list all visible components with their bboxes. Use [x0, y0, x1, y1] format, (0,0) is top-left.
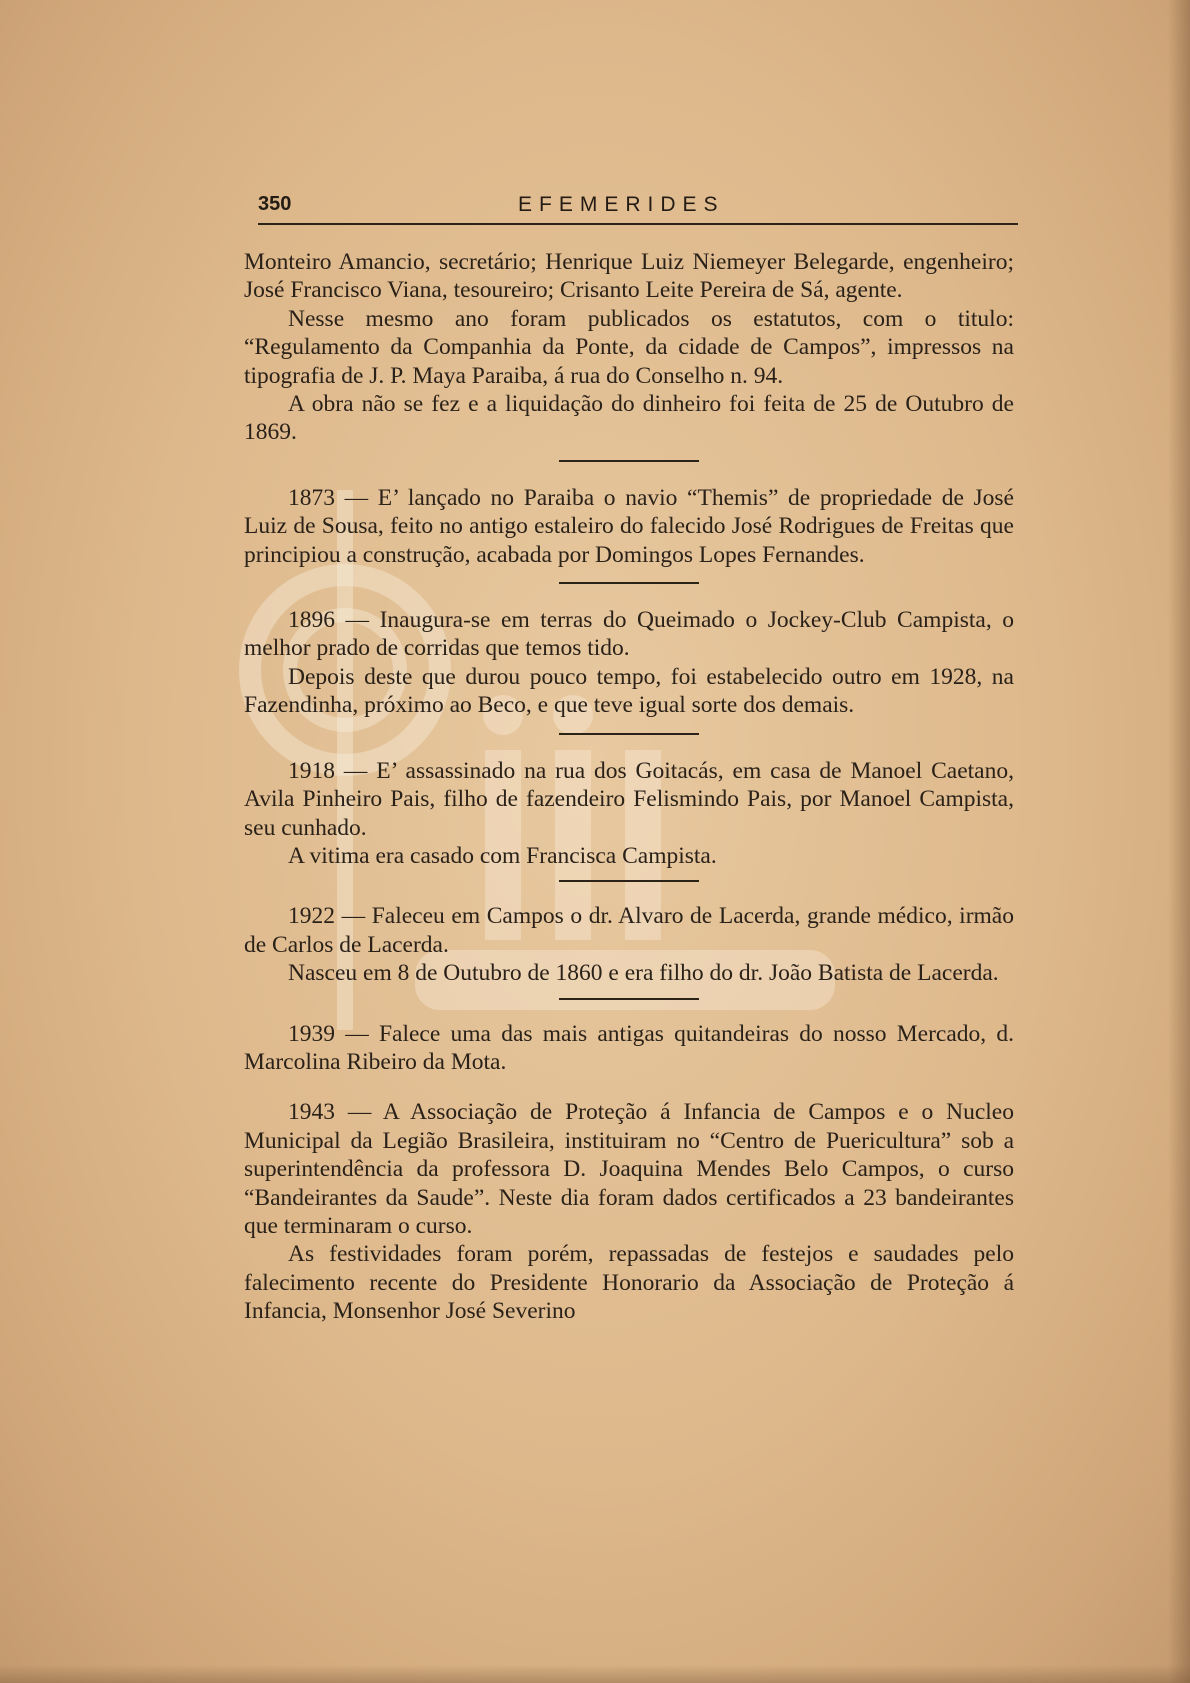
entry-1922-continued: Nasceu em 8 de Outubro de 1860 e era filho do dr. João Batista de Lacerda. [288, 960, 999, 987]
entry-1918-continued: A vitima era casado com Francisca Campista. [288, 842, 717, 869]
section-divider [559, 733, 699, 735]
entry-1922: 1922 — Faleceu em Campos o dr. Alvaro de Lacerda, grande médico, irmão de Carlos de Lacerda. [244, 903, 1014, 958]
entry-1896-continued: Depois deste que durou pouco tempo, foi estabelecido outro em 1928, na Fazendinha, próximo ao Beco, e que teve igual sorte dos demais. [244, 663, 1014, 719]
page-number: 350 [258, 193, 292, 215]
section-divider [559, 582, 699, 584]
paragraph-continued: Monteiro Amancio, secretário; Henrique Luiz Niemeyer Belegarde, engenheiro; José Francisco Viana, tesoureiro; Crisanto Leite Pereira de Sá, agente. [244, 249, 1014, 304]
section-divider [559, 880, 699, 882]
page-edge-shadow-right [1168, 0, 1190, 1683]
entry-1918: 1918 — E’ assassinado na rua dos Goitacás, em casa de Manoel Caetano, Avila Pinheiro Pais, filho de fazendeiro Felismindo Pais, por Manoel Campista, seu cunhado. [244, 757, 1014, 841]
paragraph-liquidation: A obra não se fez e a liquidação do dinheiro foi feita de 25 de Outubro de 1869. [244, 391, 1014, 446]
entry-1943-continued: As festividades foram porém, repassadas de festejos e saudades pelo falecimento recente do Presidente Honorario da Associação de Proteção á Infancia, Monsenhor José Severino [244, 1241, 1014, 1325]
running-title: EFEMERIDES [518, 193, 725, 216]
section-divider [559, 460, 699, 462]
entry-1939: 1939 — Falece uma das mais antigas quitandeiras do nosso Mercado, d. Marcolina Ribeiro da Mota. [244, 1020, 1014, 1075]
paragraph-statutes: Nesse mesmo ano foram publicados os estatutos, com o titulo: “Regulamento da Companhia da Ponte, da cidade de Campos”, impressos na tipografia de J. P. Maya Paraiba, á rua do Conselho n. 94. [244, 305, 1014, 389]
page-edge-shadow-bottom [0, 1665, 1190, 1683]
page-body [244, 248, 1014, 1326]
entry-1943: 1943 — A Associação de Proteção á Infancia de Campos e o Nucleo Municipal da Legião Brasileira, instituiram no “Centro de Puericultura” sob a superintendência da professora D. Joaquina Mendes Belo Campos, o curso “Bandeirantes da Saude”. Neste dia foram dados certificados a 23 bandeirantes que terminaram o curso. [244, 1099, 1014, 1239]
running-header [258, 193, 1018, 225]
entry-spacer [244, 1076, 1014, 1098]
entry-1873: 1873 — E’ lançado no Paraiba o navio “Themis” de propriedade de José Luiz de Sousa, feito no antigo estaleiro do falecido José Rodrigues de Freitas que principiou a construção, acabada por Domingos Lopes Fernandes. [244, 484, 1014, 568]
section-divider [559, 998, 699, 1000]
entry-1896: 1896 — Inaugura-se em terras do Queimado o Jockey-Club Campista, o melhor prado de corridas que temos tido. [244, 607, 1014, 662]
